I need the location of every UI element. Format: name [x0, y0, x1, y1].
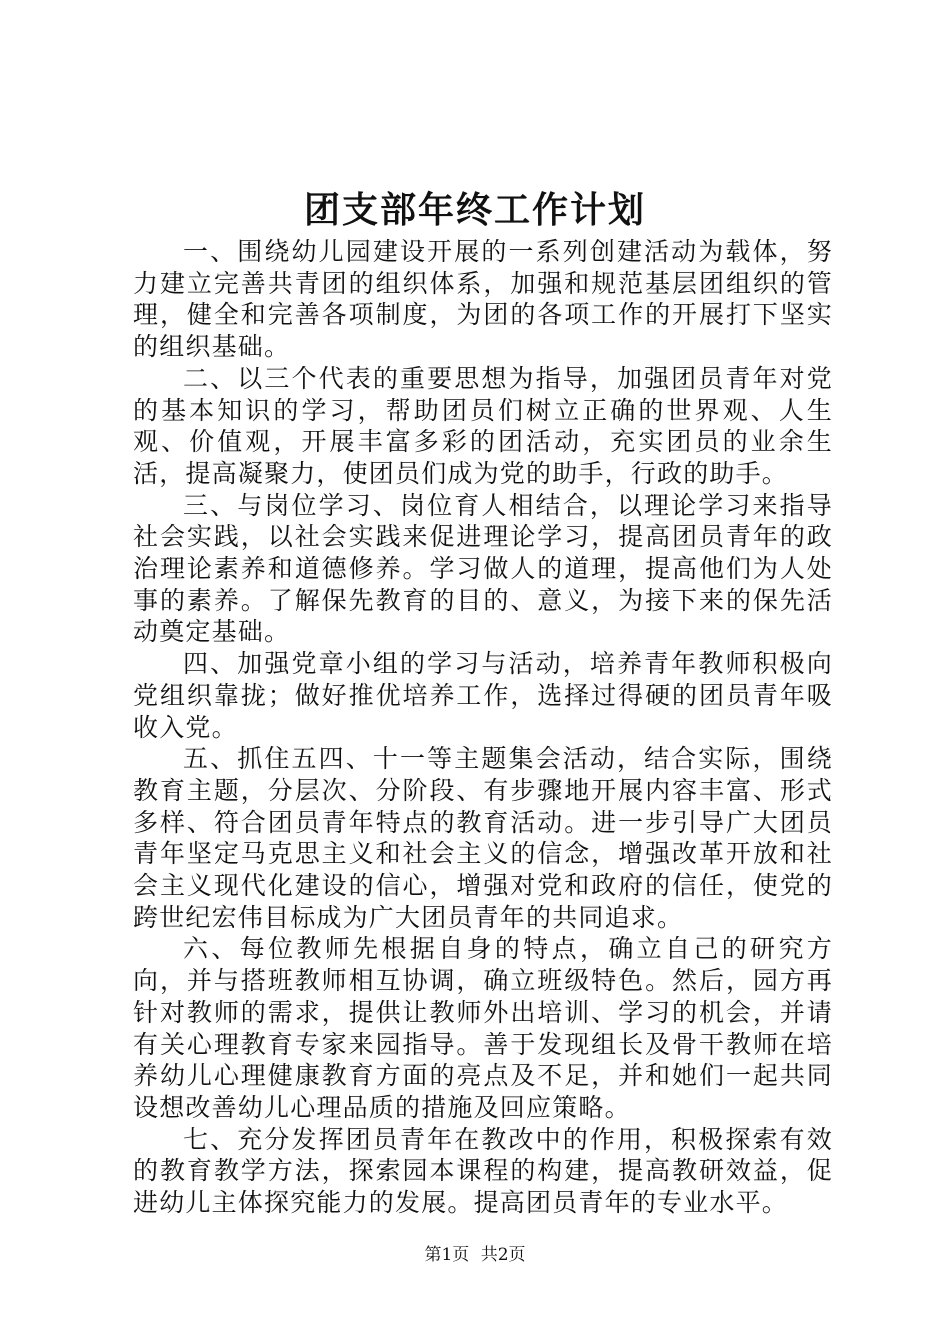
document-body — [133, 236, 833, 1219]
paragraph-4: 四、加强党章小组的学习与活动，培养青年教师积极向党组织靠拢；做好推优培养工作，选择过得硬的团员青年吸收入党。 — [133, 649, 833, 742]
page-footer — [0, 1243, 950, 1267]
paragraph-5: 五、抓住五四、十一等主题集会活动，结合实际，围绕教育主题，分层次、分阶段、有步骤地开展内容丰富、形式多样、符合团员青年特点的教育活动。进一步引导广大团员青年坚定马克思主义和社会主义的信念，增强改革开放和社会主义现代化建设的信心，增强对党和政府的信任，使党的跨世纪宏伟目标成为广大团员青年的共同追求。 — [133, 744, 833, 932]
page-number-current: 第1页 — [424, 1245, 470, 1265]
paragraph-3: 三、与岗位学习、岗位育人相结合，以理论学习来指导社会实践，以社会实践来促进理论学习，提高团员青年的政治理论素养和道德修养。学习做人的道理，提高他们为人处事的素养。了解保先教育的目的、意义，为接下来的保先活动奠定基础。 — [133, 490, 833, 647]
paragraph-1: 一、围绕幼儿园建设开展的一系列创建活动为载体，努力建立完善共青团的组织体系，加强和规范基层团组织的管理，健全和完善各项制度，为团的各项工作的开展打下坚实的组织基础。 — [133, 237, 833, 362]
page-number-total: 共2页 — [480, 1245, 526, 1265]
paragraph-6: 六、每位教师先根据自身的特点，确立自己的研究方向，并与搭班教师相互协调，确立班级特色。然后，园方再针对教师的需求，提供让教师外出培训、学习的机会，并请有关心理教育专家来园指导。善于发现组长及骨干教师在培养幼儿心理健康教育方面的亮点及不足，并和她们一起共同设想改善幼儿心理品质的措施及回应策略。 — [133, 934, 833, 1122]
document-title: 团支部年终工作计划 — [303, 189, 646, 231]
paragraph-2: 二、以三个代表的重要思想为指导，加强团员青年对党的基本知识的学习，帮助团员们树立正确的世界观、人生观、价值观，开展丰富多彩的团活动，充实团员的业余生活，提高凝聚力，使团员们成为党的助手，行政的助手。 — [133, 363, 833, 488]
paragraph-7: 七、充分发挥团员青年在教改中的作用，积极探索有效的教育教学方法，探索园本课程的构建，提高教研效益，促进幼儿主体探究能力的发展。提高团员青年的专业水平。 — [133, 1124, 833, 1218]
